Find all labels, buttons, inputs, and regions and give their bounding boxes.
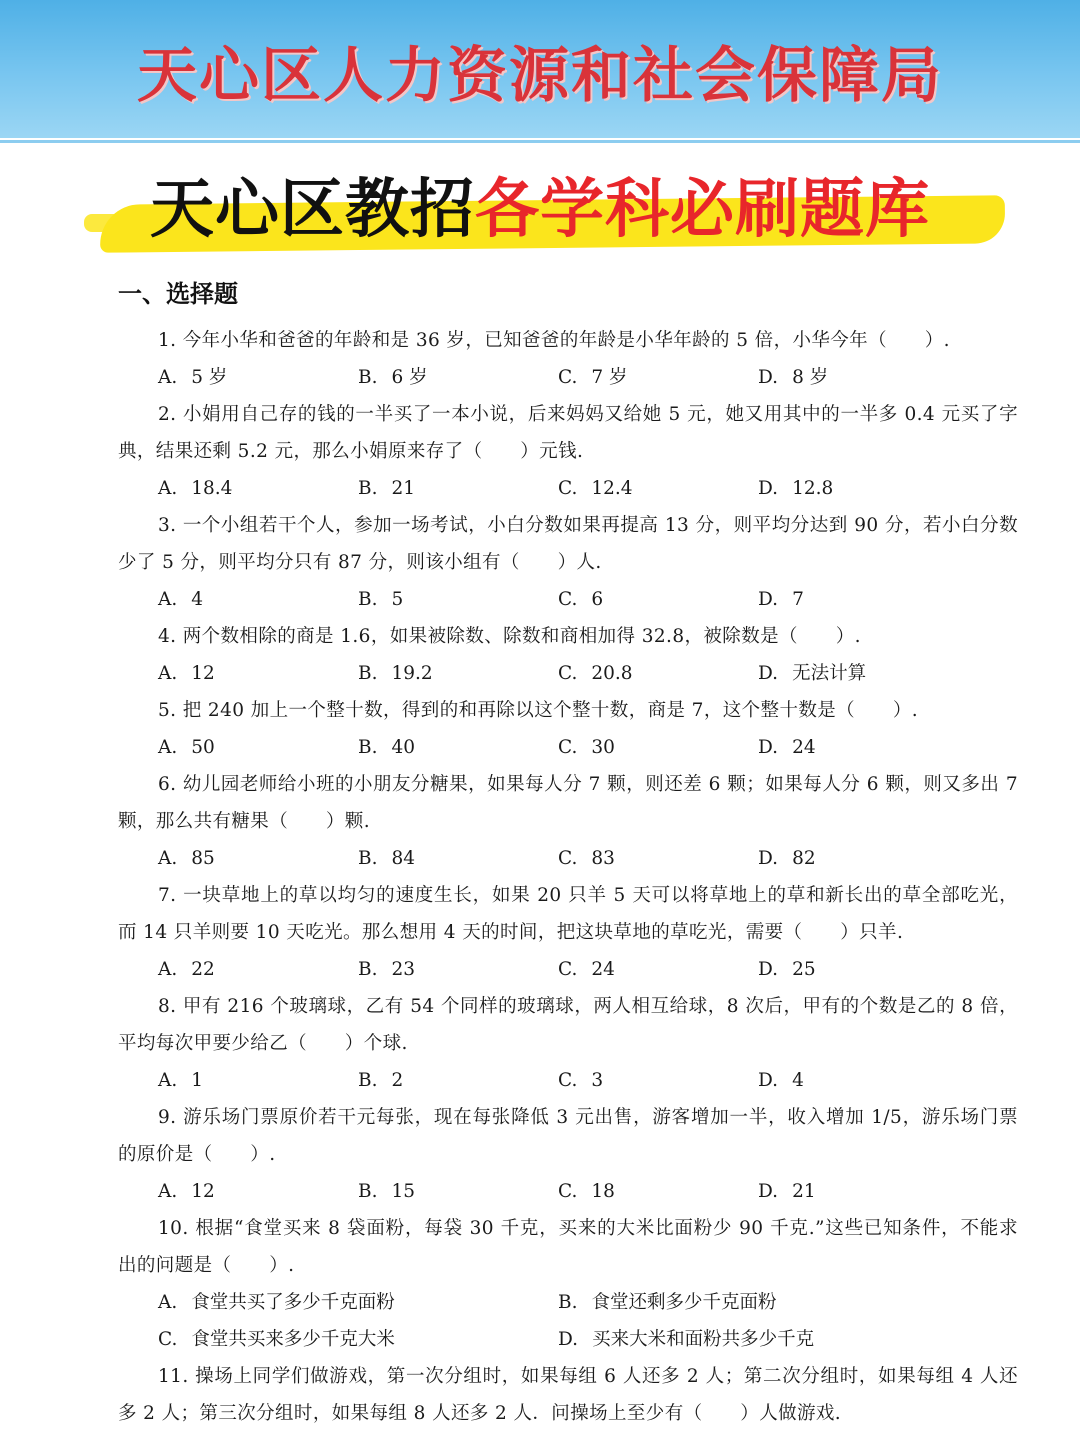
option-b: B. 23	[358, 959, 416, 980]
question-text: 8. 甲有 216 个玻璃球，乙有 54 个同样的玻璃球，两人相互给球，8 次后，甲有的个数是乙的 8 倍，平均每次甲要少给乙（ ）个球.	[118, 996, 1018, 1054]
option-d: D. 21	[758, 1181, 816, 1202]
option-c: C. 18	[558, 1181, 615, 1202]
option-d: D. 无法计算	[758, 663, 867, 684]
option-c: C. 83	[558, 848, 615, 869]
option-row	[118, 470, 1018, 507]
question	[118, 507, 1018, 618]
option-row	[118, 655, 1018, 692]
question	[118, 692, 1018, 766]
option-a: A. 22	[158, 959, 215, 980]
option-b: B. 21	[358, 478, 416, 499]
option-a: A. 5 岁	[158, 367, 228, 388]
section-title: 一、选择题	[118, 280, 238, 308]
option-d: D. 买来大米和面粉共多少千克	[558, 1329, 815, 1350]
option-c: C. 12.4	[558, 478, 633, 499]
option-b: B. 40	[358, 737, 416, 758]
option-d: D. 82	[758, 848, 816, 869]
question	[118, 988, 1018, 1099]
question-text: 1. 今年小华和爸爸的年龄和是 36 岁，已知爸爸的年龄是小华年龄的 5 倍，小华今年（ ）.	[158, 330, 950, 351]
question	[118, 396, 1018, 507]
option-row	[118, 840, 1018, 877]
option-a: A. 85	[158, 848, 215, 869]
option-b: B. 15	[358, 1181, 416, 1202]
option-c: C. 食堂共买来多少千克大米	[158, 1329, 395, 1350]
option-row	[118, 951, 1018, 988]
option-b: B. 2	[358, 1070, 404, 1091]
option-b: B. 6 岁	[358, 367, 428, 388]
option-row	[118, 1284, 1018, 1321]
question-list	[118, 322, 1018, 1432]
option-row	[118, 581, 1018, 618]
option-b: B. 84	[358, 848, 416, 869]
option-d: D. 24	[758, 737, 816, 758]
option-a: A. 4	[158, 589, 204, 610]
option-a: A. 食堂共买了多少千克面粉	[158, 1292, 395, 1313]
option-c: C. 7 岁	[558, 367, 628, 388]
option-a: A. 1	[158, 1070, 204, 1091]
option-d: D. 25	[758, 959, 816, 980]
option-row	[118, 1062, 1018, 1099]
question-text: 6. 幼儿园老师给小班的小朋友分糖果，如果每人分 7 颗，则还差 6 颗；如果每人分 6 颗，则又多出 7 颗，那么共有糖果（ ）颗.	[118, 774, 1018, 832]
option-row	[118, 359, 1018, 396]
question	[118, 1210, 1018, 1358]
question-text: 7. 一块草地上的草以均匀的速度生长，如果 20 只羊 5 天可以将草地上的草和新长出的草全部吃光，而 14 只羊则要 10 天吃光。那么想用 4 天的时间，把这块草地的草吃光，需要（ ）只羊.	[118, 885, 1018, 943]
option-row	[118, 1321, 1018, 1358]
option-d: D. 7	[758, 589, 804, 610]
question-text: 5. 把 240 加上一个整十数，得到的和再除以这个整十数，商是 7，这个整十数是（ ）.	[158, 700, 919, 721]
question	[118, 766, 1018, 877]
question-text: 2. 小娟用自己存的钱的一半买了一本小说，后来妈妈又给她 5 元，她又用其中的一半多 0.4 元买了字典，结果还剩 5.2 元，那么小娟原来存了（ ）元钱.	[118, 404, 1018, 462]
option-c: C. 3	[558, 1070, 604, 1091]
option-a: A. 50	[158, 737, 215, 758]
question-text: 10. 根据“食堂买来 8 袋面粉，每袋 30 千克，买来的大米比面粉少 90 千克.”这些已知条件，不能求出的问题是（ ）.	[118, 1218, 1018, 1276]
question	[118, 322, 1018, 396]
banner-title: 天心区人力资源和社会保障局	[137, 41, 943, 111]
question	[118, 618, 1018, 692]
option-c: C. 20.8	[558, 663, 633, 684]
question-text: 3. 一个小组若干个人，参加一场考试，小白分数如果再提高 13 分，则平均分达到 90 分，若小白分数少了 5 分，则平均分只有 87 分，则该小组有（ ）人.	[118, 515, 1018, 573]
question	[118, 877, 1018, 988]
option-c: C. 24	[558, 959, 615, 980]
option-c: C. 6	[558, 589, 604, 610]
option-b: B. 5	[358, 589, 404, 610]
option-b: B. 19.2	[358, 663, 433, 684]
question	[118, 1099, 1018, 1210]
question-text: 4. 两个数相除的商是 1.6，如果被除数、除数和商相加得 32.8，被除数是（ ）.	[158, 626, 861, 647]
headline-part-black: 天心区教招	[150, 173, 475, 247]
banner-divider	[0, 140, 1080, 143]
option-row	[118, 729, 1018, 766]
option-d: D. 12.8	[758, 478, 834, 499]
question-text: 9. 游乐场门票原价若干元每张，现在每张降低 3 元出售，游客增加一半，收入增加 1/5，游乐场门票的原价是（ ）.	[118, 1107, 1018, 1165]
option-a: A. 12	[158, 1181, 215, 1202]
headline	[0, 158, 1080, 250]
option-b: B. 食堂还剩多少千克面粉	[558, 1292, 777, 1313]
option-row	[118, 1173, 1018, 1210]
header-banner	[0, 0, 1080, 138]
question-text: 11. 操场上同学们做游戏，第一次分组时，如果每组 6 人还多 2 人；第二次分组时，如果每组 4 人还多 2 人；第三次分组时，如果每组 8 人还多 2 人．问操场上至少有（ ）人做游戏.	[118, 1366, 1018, 1424]
option-a: A. 18.4	[158, 478, 233, 499]
option-a: A. 12	[158, 663, 215, 684]
headline-part-red: 各学科必刷题库	[475, 173, 930, 247]
question	[118, 1358, 1018, 1432]
option-d: D. 4	[758, 1070, 804, 1091]
option-d: D. 8 岁	[758, 367, 829, 388]
option-c: C. 30	[558, 737, 615, 758]
